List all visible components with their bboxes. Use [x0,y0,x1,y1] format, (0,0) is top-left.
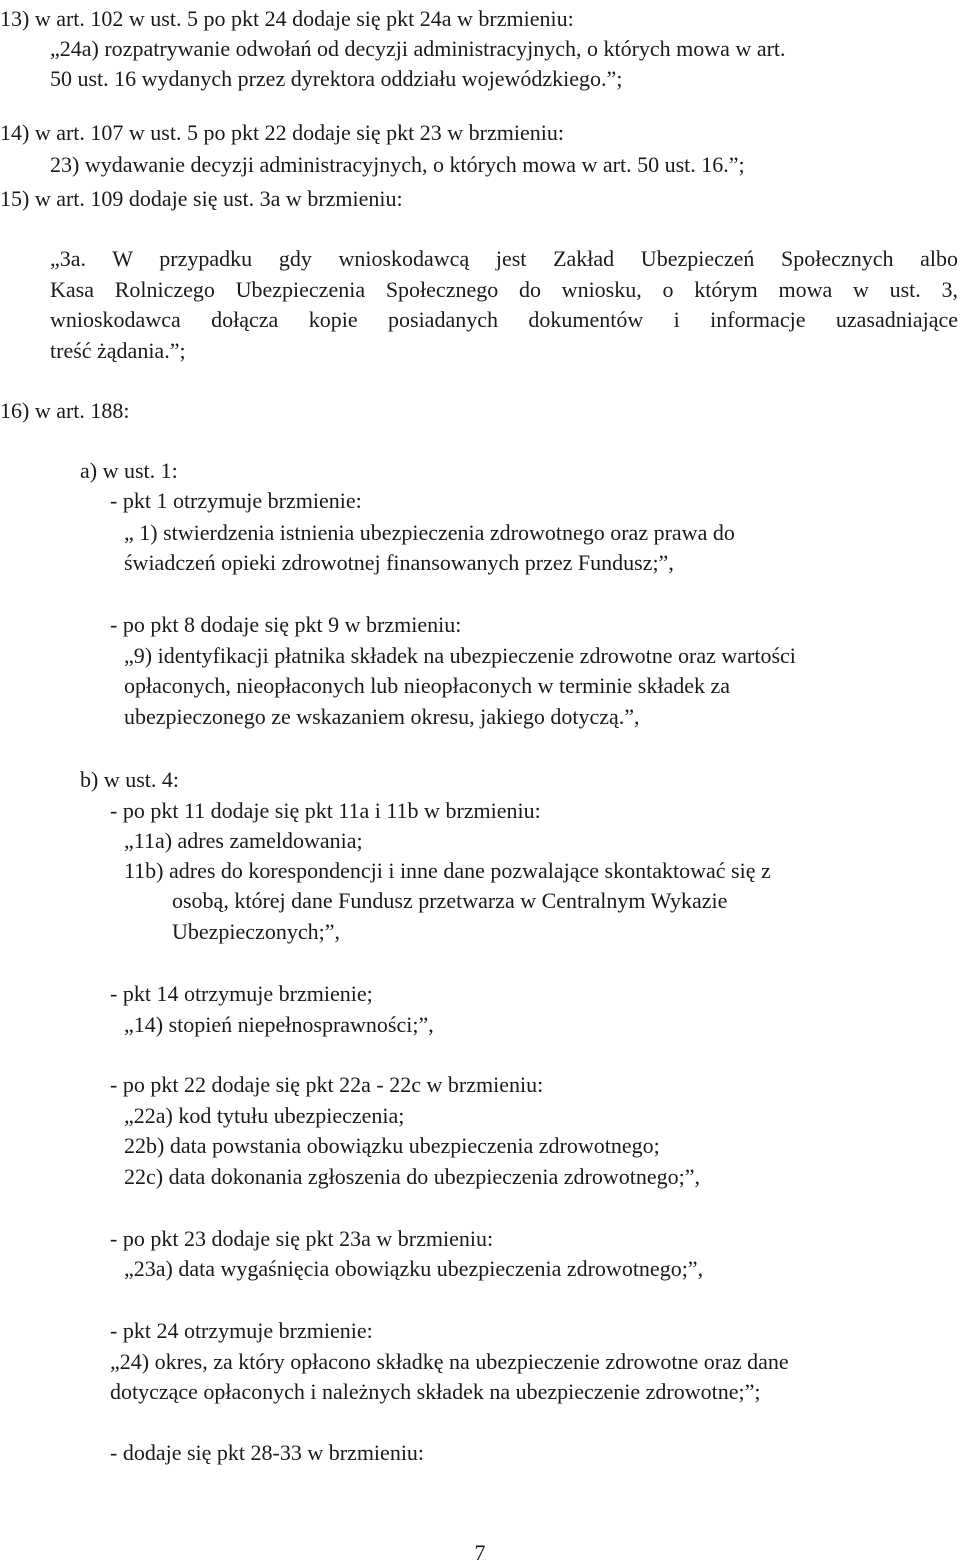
text-line: „14) stopień niepełnosprawności;”, [124,1012,434,1037]
text-line: 50 ust. 16 wydanych przez dyrektora oddziału wojewódzkiego.”; [50,66,623,91]
text-line: „24) okres, za który opłacono składkę na ubezpieczenie zdrowotne oraz dane [110,1349,789,1374]
text-line: - pkt 1 otrzymuje brzmienie: [110,488,362,513]
text-line: - po pkt 11 dodaje się pkt 11a i 11b w brzmieniu: [110,798,541,823]
text-line: 23) wydawanie decyzji administracyjnych, o których mowa w art. 50 ust. 16.”; [50,152,745,177]
text-line: 14) w art. 107 w ust. 5 po pkt 22 dodaje się pkt 23 w brzmieniu: [0,120,564,145]
text-line: 16) w art. 188: [0,398,130,423]
text-line: 15) w art. 109 dodaje się ust. 3a w brzmieniu: [0,186,403,211]
text-line: treść żądania.”; [50,338,186,363]
text-line: - pkt 24 otrzymuje brzmienie: [110,1318,373,1343]
text-line: 11b) adres do korespondencji i inne dane pozwalające skontaktować się z [124,858,771,883]
text-line: Kasa Rolniczego Ubezpieczenia Społecznego do wniosku, o którym mowa w ust. 3, [50,277,958,302]
text-line: - dodaje się pkt 28-33 w brzmieniu: [110,1440,425,1465]
text-line: dotyczące opłaconych i należnych składek na ubezpieczenie zdrowotne;”; [110,1379,761,1404]
text-line: Ubezpieczonych;”, [172,919,340,944]
text-line: wnioskodawca dołącza kopie posiadanych dokumentów i informacje uzasadniające [50,307,958,332]
text-line: b) w ust. 4: [80,767,179,792]
text-line: świadczeń opieki zdrowotnej finansowanych przez Fundusz;”, [124,550,674,575]
text-line: opłaconych, nieopłaconych lub nieopłaconych w terminie składek za [124,673,731,698]
text-line: osobą, której dane Fundusz przetwarza w Centralnym Wykazie [172,888,728,913]
text-line: „11a) adres zameldowania; [124,828,363,853]
page-number: 7 [474,1540,486,1565]
text-line: 13) w art. 102 w ust. 5 po pkt 24 dodaje się pkt 24a w brzmieniu: [0,6,574,31]
text-line: „22a) kod tytułu ubezpieczenia; [124,1103,405,1128]
text-line: - pkt 14 otrzymuje brzmienie; [110,981,373,1006]
text-line: - po pkt 8 dodaje się pkt 9 w brzmieniu: [110,612,462,637]
text-line: „9) identyfikacji płatnika składek na ubezpieczenie zdrowotne oraz wartości [124,643,796,668]
text-line: „ 1) stwierdzenia istnienia ubezpieczenia zdrowotnego oraz prawa do [124,520,735,545]
text-line: - po pkt 22 dodaje się pkt 22a - 22c w brzmieniu: [110,1072,544,1097]
text-line: „24a) rozpatrywanie odwołań od decyzji administracyjnych, o których mowa w art. [50,36,786,61]
text-line: - po pkt 23 dodaje się pkt 23a w brzmieniu: [110,1226,494,1251]
text-line: ubezpieczonego ze wskazaniem okresu, jakiego dotyczą.”, [124,704,640,729]
text-line: a) w ust. 1: [80,458,178,483]
text-line: 22b) data powstania obowiązku ubezpieczenia zdrowotnego; [124,1133,660,1158]
text-line: 22c) data dokonania zgłoszenia do ubezpieczenia zdrowotnego;”, [124,1164,701,1189]
text-line: „23a) data wygaśnięcia obowiązku ubezpieczenia zdrowotnego;”, [124,1256,704,1281]
text-line: „3a. W przypadku gdy wnioskodawcą jest Zakład Ubezpieczeń Społecznych albo [50,246,958,271]
